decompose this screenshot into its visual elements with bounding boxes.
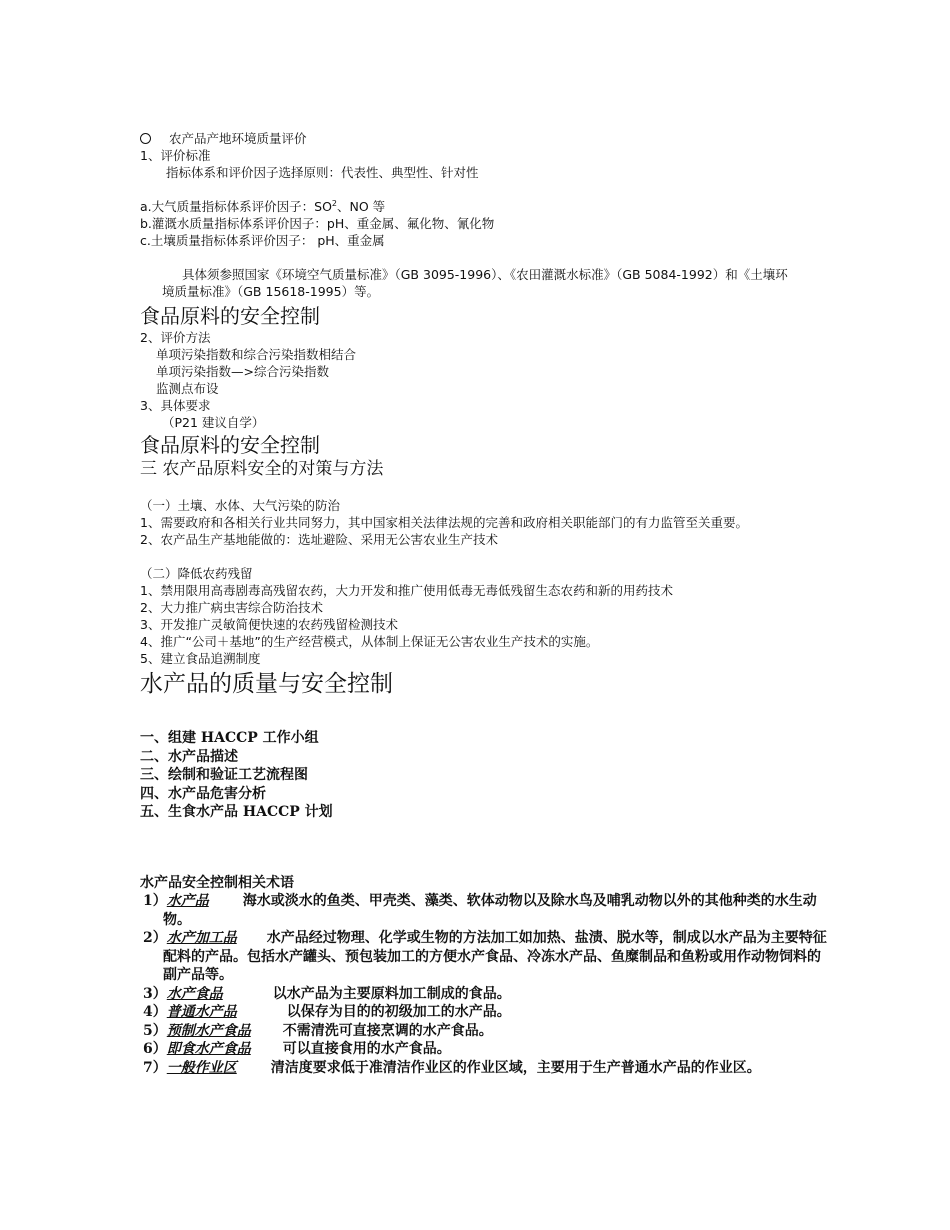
section-title: 农产品产地环境质量评价 <box>169 131 307 146</box>
text-line: （一）土壤、水体、大气污染的防治 <box>140 498 341 513</box>
slide-heading: 食品原料的安全控制 <box>140 304 320 328</box>
text-line: （P21 建议自学） <box>162 415 265 430</box>
slide-heading: 食品原料的安全控制 <box>140 433 320 457</box>
text-line: c.土壤质量指标体系评价因子： pH、重金属 <box>140 233 385 248</box>
text-line: 1、需要政府和各相关行业共同努力，其中国家相关法律法规的完善和政府相关职能部门的有力监管至关重要。 <box>140 515 748 530</box>
text-line: （二）降低农药残留 <box>140 566 253 581</box>
text-line: a.大气质量指标体系评价因子：$SO^2$、NO 等 <box>140 199 386 214</box>
term-row: 1）水产品 海水或淡水的鱼类、甲壳类、藻类、软体动物以及除水鸟及哺乳动物以外的其他种类的水生动物。 <box>143 893 817 928</box>
haccp-item: 二、水产品描述 <box>140 748 238 765</box>
text-line: 2、评价方法 <box>140 330 211 345</box>
text-line: 1、禁用限用高毒剧毒高残留农药，大力开发和推广使用低毒无毒低残留生态农药和新的用药技术 <box>140 583 673 598</box>
term-name: 水产食品 <box>166 985 223 1002</box>
term-row: 2）水产加工品 水产品经过物理、化学或生物的方法加工如加热、盐渍、脱水等，制成以水产品为主要特征配料的产品。包括水产罐头、预包装加工的方便水产食品、冷冻水产品、鱼糜制品和鱼粉或用作动物饲料的副产品等。 <box>143 930 827 983</box>
document-page <box>140 130 830 1077</box>
term-row: 7）一般作业区 清洁度要求低于准清洁作业区的作业区域，主要用于生产普通水产品的作业区。 <box>143 1059 761 1076</box>
text-line: b.灌溉水质量指标体系评价因子：pH、重金属、氟化物、氰化物 <box>140 216 495 231</box>
slide-subheading: 三 农产品原料安全的对策与方法 <box>140 459 384 479</box>
term-row: 3）水产食品 以水产品为主要原料加工制成的食品。 <box>143 985 511 1002</box>
text-line: 单项污染指数和综合污染指数相结合 <box>156 347 357 362</box>
text-line: 2、大力推广病虫害综合防治技术 <box>140 600 323 615</box>
term-name: 水产加工品 <box>166 930 237 946</box>
haccp-item: 一、组建 HACCP 工作小组 <box>140 730 319 746</box>
term-name: 一般作业区 <box>166 1059 237 1076</box>
reference-paragraph: 具体须参照国家《环境空气质量标准》（GB 3095-1996）、《农田灌溉水标准》（GB 5084-1992）和《土壤环境质量标准》（GB 15618-1995）等。 <box>162 267 788 299</box>
term-row: 5）预制水产食品 不需清洗可直接烹调的水产食品。 <box>143 1022 493 1039</box>
haccp-item: 四、水产品危害分析 <box>140 785 266 802</box>
text-line: 3、开发推广灵敏简便快速的农药残留检测技术 <box>140 617 398 632</box>
term-name: 普通水产品 <box>166 1004 237 1020</box>
haccp-item: 三、绘制和验证工艺流程图 <box>140 767 308 783</box>
text-line: 3、具体要求 <box>140 398 211 413</box>
text-line: 2、农产品生产基地能做的：选址避险、采用无公害农业生产技术 <box>140 532 498 547</box>
text-line: 监测点布设 <box>156 381 219 396</box>
term-row: 6）即食水产食品 可以直接食用的水产食品。 <box>143 1041 451 1057</box>
term-name: 即食水产食品 <box>166 1041 251 1057</box>
text-line: 5、建立食品追溯制度 <box>140 651 261 666</box>
circle-bullet-icon <box>140 133 151 144</box>
text-line: 4、推广“公司＋基地”的生产经营模式，从体制上保证无公害农业生产技术的实施。 <box>140 634 599 649</box>
text-line: 指标体系和评价因子选择原则：代表性、典型性、针对性 <box>166 165 479 180</box>
text-line: 1、评价标准 <box>140 148 211 163</box>
term-row: 4）普通水产品 以保存为目的的初级加工的水产品。 <box>143 1004 511 1020</box>
section-title-row <box>140 130 830 147</box>
term-name: 预制水产食品 <box>166 1022 251 1039</box>
terms-title: 水产品安全控制相关术语 <box>140 874 294 891</box>
text-line: 单项污染指数—>综合污染指数 <box>156 364 329 379</box>
haccp-item: 五、生食水产品 HACCP 计划 <box>140 804 333 820</box>
slide-heading: 水产品的质量与安全控制 <box>140 671 393 697</box>
term-name: 水产品 <box>166 893 209 909</box>
